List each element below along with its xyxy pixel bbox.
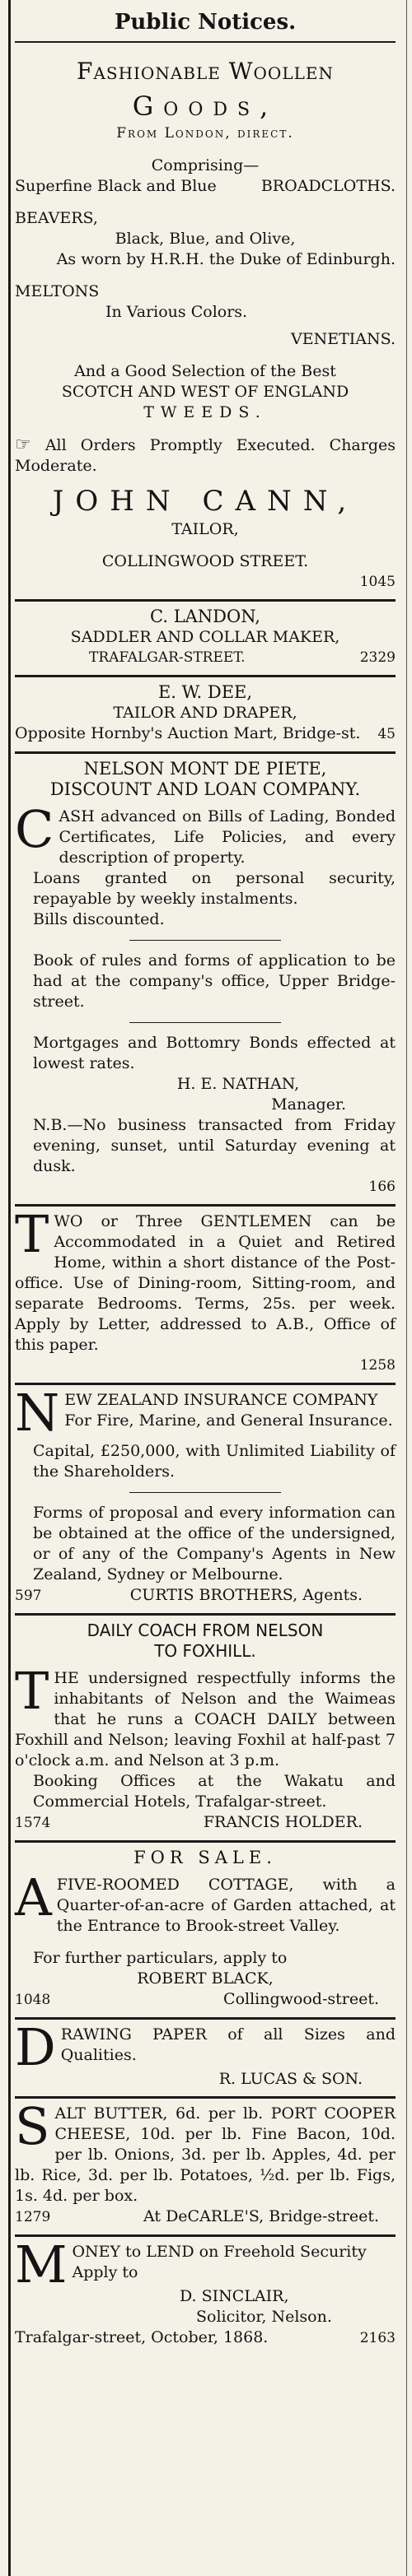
beavers-colors: Black, Blue, and Olive,	[115, 230, 296, 248]
drawing-signer: R. LUCAS & SON.	[218, 2070, 363, 2088]
butter-body	[15, 2096, 396, 2206]
money-apply: Apply to	[72, 2263, 138, 2281]
ad-number: 1279	[15, 2209, 51, 2225]
ad-landon	[15, 607, 396, 668]
piete-title-1: NELSON MONT DE PIETE,	[83, 759, 327, 779]
piete-para-1	[15, 799, 396, 868]
divider	[15, 2017, 396, 2020]
coach-body	[15, 1661, 396, 1771]
drawing-body	[15, 2017, 396, 2077]
tailor-address: COLLINGWOOD STREET.	[101, 552, 309, 570]
drop-cap: T	[15, 1204, 49, 1264]
drop-cap: C	[15, 799, 54, 859]
ad-for-sale	[15, 1848, 396, 2011]
ad-number: 1258	[359, 1357, 396, 1374]
ad-number: 45	[377, 726, 396, 742]
piete-signer: H. E. NATHAN,	[176, 1075, 300, 1093]
piete-para-5: Mortgages and Bottomry Bonds effected at lowest rates.	[33, 1034, 396, 1072]
ad-insurance	[15, 1383, 396, 1607]
ad-number: 166	[368, 1179, 396, 1195]
scotch-line: SCOTCH AND WEST OF ENGLAND	[61, 383, 349, 401]
divider	[15, 1840, 396, 1843]
sale-body	[15, 1867, 396, 1937]
saddler-name: C. LANDON,	[150, 607, 260, 626]
ad-number: 597	[15, 1588, 42, 1604]
divider	[15, 1204, 396, 1207]
draper-address: Opposite Hornby's Auction Mart, Bridge-st.	[15, 724, 361, 742]
insurance-sub: For Fire, Marine, and General Insurance.	[64, 1411, 393, 1430]
beavers-label: BEAVERS,	[15, 209, 98, 227]
coach-title-2: TO FOXHILL.	[154, 1641, 256, 1661]
divider	[15, 599, 396, 602]
draper-address-line	[15, 723, 396, 745]
tweeds-line: TWEEDS.	[143, 403, 267, 421]
notices-column	[15, 5, 396, 2349]
coach-title-1: DAILY COACH FROM NELSON	[87, 1620, 324, 1640]
ad-number: 2163	[359, 2330, 396, 2346]
piete-para-2: Loans granted on personal security, repayable by weekly instalments.	[33, 869, 396, 908]
sale-particulars: For further particulars, apply to	[33, 1949, 288, 1967]
divider	[15, 675, 396, 677]
money-footer	[15, 2327, 396, 2349]
butter-text: ALT BUTTER, 6d. per lb. PORT COOPER CHEESE, 10d. per lb. Fine Bacon, 10d. per lb. Onions, 3d. per lb. Apples, 4d. per lb. Rice, 3d. per lb. Potatoes, ½d. per lb. Figs, 1s. 4d. per box.	[15, 2104, 396, 2205]
meltons-label: MELTONS	[15, 282, 100, 300]
sale-address: Collingwood-street.	[223, 1990, 379, 2008]
coach-text: HE undersigned respectfully informs the inhabitants of Nelson and the Waimeas that he runs a COACH DAILY between Foxhill and Nelson; leaving Foxhil at half-past 7 o'clock a.m. and Nelson at 3 p.m.	[15, 1669, 396, 1769]
ad-number: 2329	[359, 649, 396, 666]
divider	[15, 1383, 396, 1385]
sale-title: FOR SALE.	[133, 1848, 277, 1867]
coach-footer	[15, 1812, 396, 1834]
money-head	[15, 2234, 396, 2295]
tailor-name: JOHN CANN,	[52, 485, 358, 518]
ad-coach	[15, 1620, 396, 1834]
saddler-trade: SADDLER AND COLLAR MAKER,	[70, 628, 340, 646]
gentlemen-body	[15, 1204, 396, 1355]
ad-headline: Fashionable Woollen	[77, 58, 334, 85]
drop-cap: T	[15, 1661, 49, 1721]
insurance-capital: Capital, £250,000, with Unlimited Liability of the Shareholders.	[33, 1442, 396, 1481]
piete-para-3: Bills discounted.	[33, 910, 165, 928]
saddler-address-line	[15, 648, 396, 668]
selection-line: And a Good Selection of the Best	[74, 362, 336, 380]
drop-cap: M	[15, 2234, 68, 2295]
draper-name: E. W. DEE,	[157, 682, 253, 702]
butter-footer	[15, 2206, 396, 2228]
piete-text-1: ASH advanced on Bills of Lading, Bonded Certificates, Life Policies, and every description of property.	[59, 807, 396, 867]
insurance-agents: CURTIS BROTHERS, Agents.	[129, 1586, 363, 1604]
draper-trade: TAILOR AND DRAPER,	[113, 704, 297, 722]
short-rule	[129, 940, 282, 941]
orders-note	[15, 435, 396, 477]
divider	[15, 751, 396, 754]
short-rule	[129, 1492, 282, 1493]
drop-cap: N	[15, 1383, 60, 1443]
ad-salt-butter	[15, 2096, 396, 2228]
piete-title-2: DISCOUNT AND LOAN COMPANY.	[49, 779, 361, 799]
money-name: D. SINCLAIR,	[180, 2287, 289, 2305]
ad-money-to-lend	[15, 2234, 396, 2349]
drop-cap: D	[15, 2017, 56, 2077]
ad-number: 1048	[15, 1992, 51, 2008]
venetians-label: VENETIANS.	[291, 330, 396, 348]
divider	[15, 1613, 396, 1616]
drawing-text: RAWING PAPER of all Sizes and Qualities.	[60, 2025, 396, 2064]
ad-drawing-paper	[15, 2017, 396, 2090]
broadcloths-desc: Superfine Black and Blue	[15, 177, 217, 195]
ad-woollen-goods	[15, 43, 396, 593]
insurance-footer	[15, 1585, 396, 1607]
butter-where: At DeCARLE'S, Bridge-street.	[143, 2207, 379, 2225]
coach-booking: Booking Offices at the Wakatu and Commercial Hotels, Trafalgar-street.	[33, 1772, 396, 1811]
ad-mont-de-piete	[15, 759, 396, 1197]
money-text: ONEY to LEND on Freehold Security	[72, 2243, 367, 2261]
insurance-head	[15, 1383, 396, 1443]
section-masthead: Public Notices.	[15, 5, 396, 43]
piete-nb: N.B.—No business transacted from Friday evening, sunset, until Saturday evening at dusk.	[33, 1116, 396, 1175]
insurance-title: EW ZEALAND INSURANCE COMPANY	[64, 1391, 378, 1409]
gentlemen-text: WO or Three GENTLEMEN can be Accommodated in a Quiet and Retired Home, within a short distance of the Post-office. Use of Dining-room, Sitting-room, and separate Bedrooms. Terms, 25s. per week. Apply by Letter, addressed to A.B., Office of this paper.	[15, 1212, 396, 1354]
sale-text: FIVE-ROOMED COTTAGE, with a Quarter-of-an-acre of Garden attached, at the Entrance to Brook-street Valley.	[56, 1876, 396, 1935]
insurance-forms: Forms of proposal and every information can be obtained at the office of the undersigned, or of any of the Company's Agents in New Zealand, Sydney or Melbourne.	[33, 1504, 396, 1583]
piete-para-4: Book of rules and forms of application to be had at the company's office, Upper Bridge-street.	[33, 951, 396, 1011]
drop-cap: S	[15, 2096, 50, 2156]
tailor-trade: TAILOR,	[171, 520, 239, 538]
comprising-label: Comprising—	[151, 156, 260, 174]
broadcloths-label: BROADCLOTHS.	[260, 177, 396, 195]
ad-dee	[15, 682, 396, 745]
divider	[15, 2234, 396, 2237]
money-role: Solicitor, Nelson.	[196, 2308, 332, 2326]
coach-signer: FRANCIS HOLDER.	[203, 1813, 363, 1831]
ad-number: 1045	[359, 574, 396, 590]
broadcloths-line	[15, 176, 396, 197]
beavers-worn: As worn by H.R.H. the Duke of Edinburgh.	[56, 250, 396, 268]
divider	[15, 2096, 396, 2099]
short-rule	[129, 1022, 282, 1023]
sale-footer	[15, 1989, 396, 2011]
ad-gentlemen	[15, 1204, 396, 1376]
meltons-colors: In Various Colors.	[105, 303, 248, 321]
ad-number: 1574	[15, 1815, 51, 1831]
piete-role: Manager.	[271, 1095, 346, 1114]
ad-headline-2: Goods,	[132, 91, 279, 122]
sale-name: ROBERT BLACK,	[137, 1969, 274, 1988]
orders-text: All Orders Promptly Executed. Charges Moderate.	[15, 436, 396, 475]
pointing-hand-icon: ☞	[15, 435, 31, 455]
saddler-address: TRAFALGAR-STREET.	[89, 649, 246, 666]
money-date: Trafalgar-street, October, 1868.	[15, 2328, 269, 2346]
drop-cap: A	[15, 1867, 52, 1927]
ad-origin: From London, direct.	[116, 125, 294, 142]
